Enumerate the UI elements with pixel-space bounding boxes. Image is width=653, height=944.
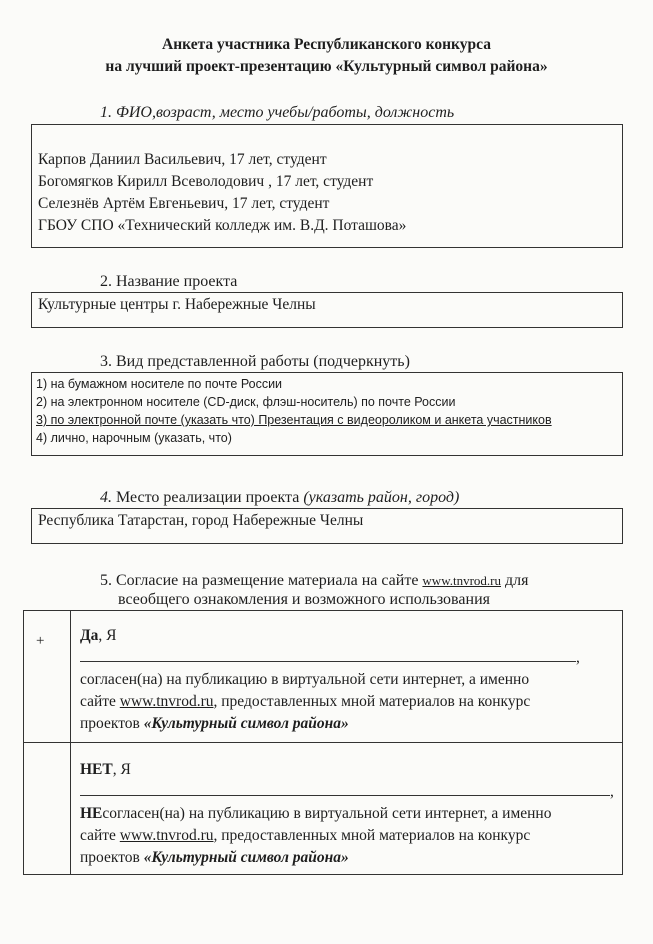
work-type-option: 2) на электронном носителе (CD-диск, флэш-носитель) по почте России (36, 395, 456, 409)
no-line3-prefix: сайте (80, 827, 120, 844)
no-consent-cell (80, 759, 614, 869)
section2-heading: 2. Название проекта (100, 273, 238, 290)
section1-heading: 1. ФИО,возраст, место учебы/работы, должность (100, 104, 455, 121)
section3-box (31, 372, 623, 456)
yes-line1 (80, 625, 580, 647)
yes-comma: , (576, 649, 580, 666)
section2-box (31, 292, 623, 328)
participant-line: Селезнёв Артём Евгеньевич, 17 лет, студент (38, 195, 330, 212)
work-type-option: 4) лично, нарочным (указать, что) (36, 431, 232, 445)
yes-line4 (80, 713, 580, 735)
no-line4-prefix: проектов (80, 849, 144, 866)
section4-box (31, 508, 623, 544)
work-type-option: 1) на бумажном носителе по почте России (36, 377, 283, 391)
no-line4 (80, 847, 614, 869)
no-contest-name: «Культурный символ района» (143, 849, 349, 866)
site-link[interactable]: www.tnvrod.ru (422, 573, 502, 588)
section4-number: 4. (100, 489, 112, 506)
no-line1 (80, 759, 614, 781)
section5-heading-suffix: для (501, 572, 529, 589)
form-title-line1: Анкета участника Республиканского конкурса (162, 36, 491, 53)
no-line3-suffix: , предоставленных мной материалов на конкурс (213, 827, 531, 844)
section5-heading-line1 (100, 571, 529, 591)
section4-heading-note: (указать район, город) (303, 489, 460, 506)
no-label: НЕТ (80, 761, 113, 778)
institution-line: ГБОУ СПО «Технический колледж им. В.Д. Поташова» (38, 217, 407, 234)
section4-heading (100, 488, 459, 508)
yes-line4-prefix: проектов (80, 715, 144, 732)
yes-line3 (80, 691, 580, 713)
consent-table (23, 610, 623, 875)
table-row-divider (24, 742, 622, 743)
no-blank-line[interactable] (80, 781, 610, 796)
section4-heading-main: Место реализации проекта (116, 489, 300, 506)
yes-line2: согласен(на) на публикацию в виртуальной сети интернет, а именно (80, 671, 530, 688)
section5-heading-line2: всеобщего ознакомления и возможного использования (118, 591, 490, 608)
no-name-blank[interactable] (80, 781, 614, 803)
yes-blank-line[interactable] (80, 647, 576, 662)
yes-line3-prefix: сайте (80, 693, 120, 710)
form-title-line2: на лучший проект-презентацию «Культурный символ района» (105, 58, 548, 75)
no-line2-text: согласен(на) на публикацию в виртуальной сети интернет, а именно (102, 805, 552, 822)
location-value: Республика Татарстан, город Набережные Челны (38, 512, 364, 529)
yes-label-rest: , Я (98, 627, 117, 644)
yes-contest-name: «Культурный символ района» (143, 715, 349, 732)
section5-heading-text: 5. Согласие на размещение материала на сайте (100, 572, 423, 589)
no-comma: , (610, 783, 614, 800)
no-line2 (80, 803, 614, 825)
participant-line: Богомягков Кирилл Всеволодович , 17 лет, студент (38, 173, 374, 190)
no-line2-bold: НЕ (80, 805, 103, 822)
yes-consent-cell (80, 625, 580, 735)
yes-name-blank[interactable] (80, 647, 580, 669)
yes-mark: + (36, 633, 45, 649)
section1-box (31, 124, 623, 248)
yes-site-link[interactable]: www.tnvrod.ru (119, 693, 214, 710)
participant-line: Карпов Даниил Васильевич, 17 лет, студент (38, 151, 327, 168)
no-label-rest: , Я (112, 761, 131, 778)
yes-label: Да (80, 627, 99, 644)
work-type-option-selected: 3) по электронной почте (указать что) Презентация с видеороликом и анкета участников (36, 413, 552, 427)
yes-line3-suffix: , предоставленных мной материалов на конкурс (213, 693, 531, 710)
section3-heading: 3. Вид представленной работы (подчеркнуть) (100, 353, 410, 370)
no-line3 (80, 825, 614, 847)
project-name: Культурные центры г. Набережные Челны (38, 296, 316, 313)
no-site-link[interactable]: www.tnvrod.ru (119, 827, 214, 844)
